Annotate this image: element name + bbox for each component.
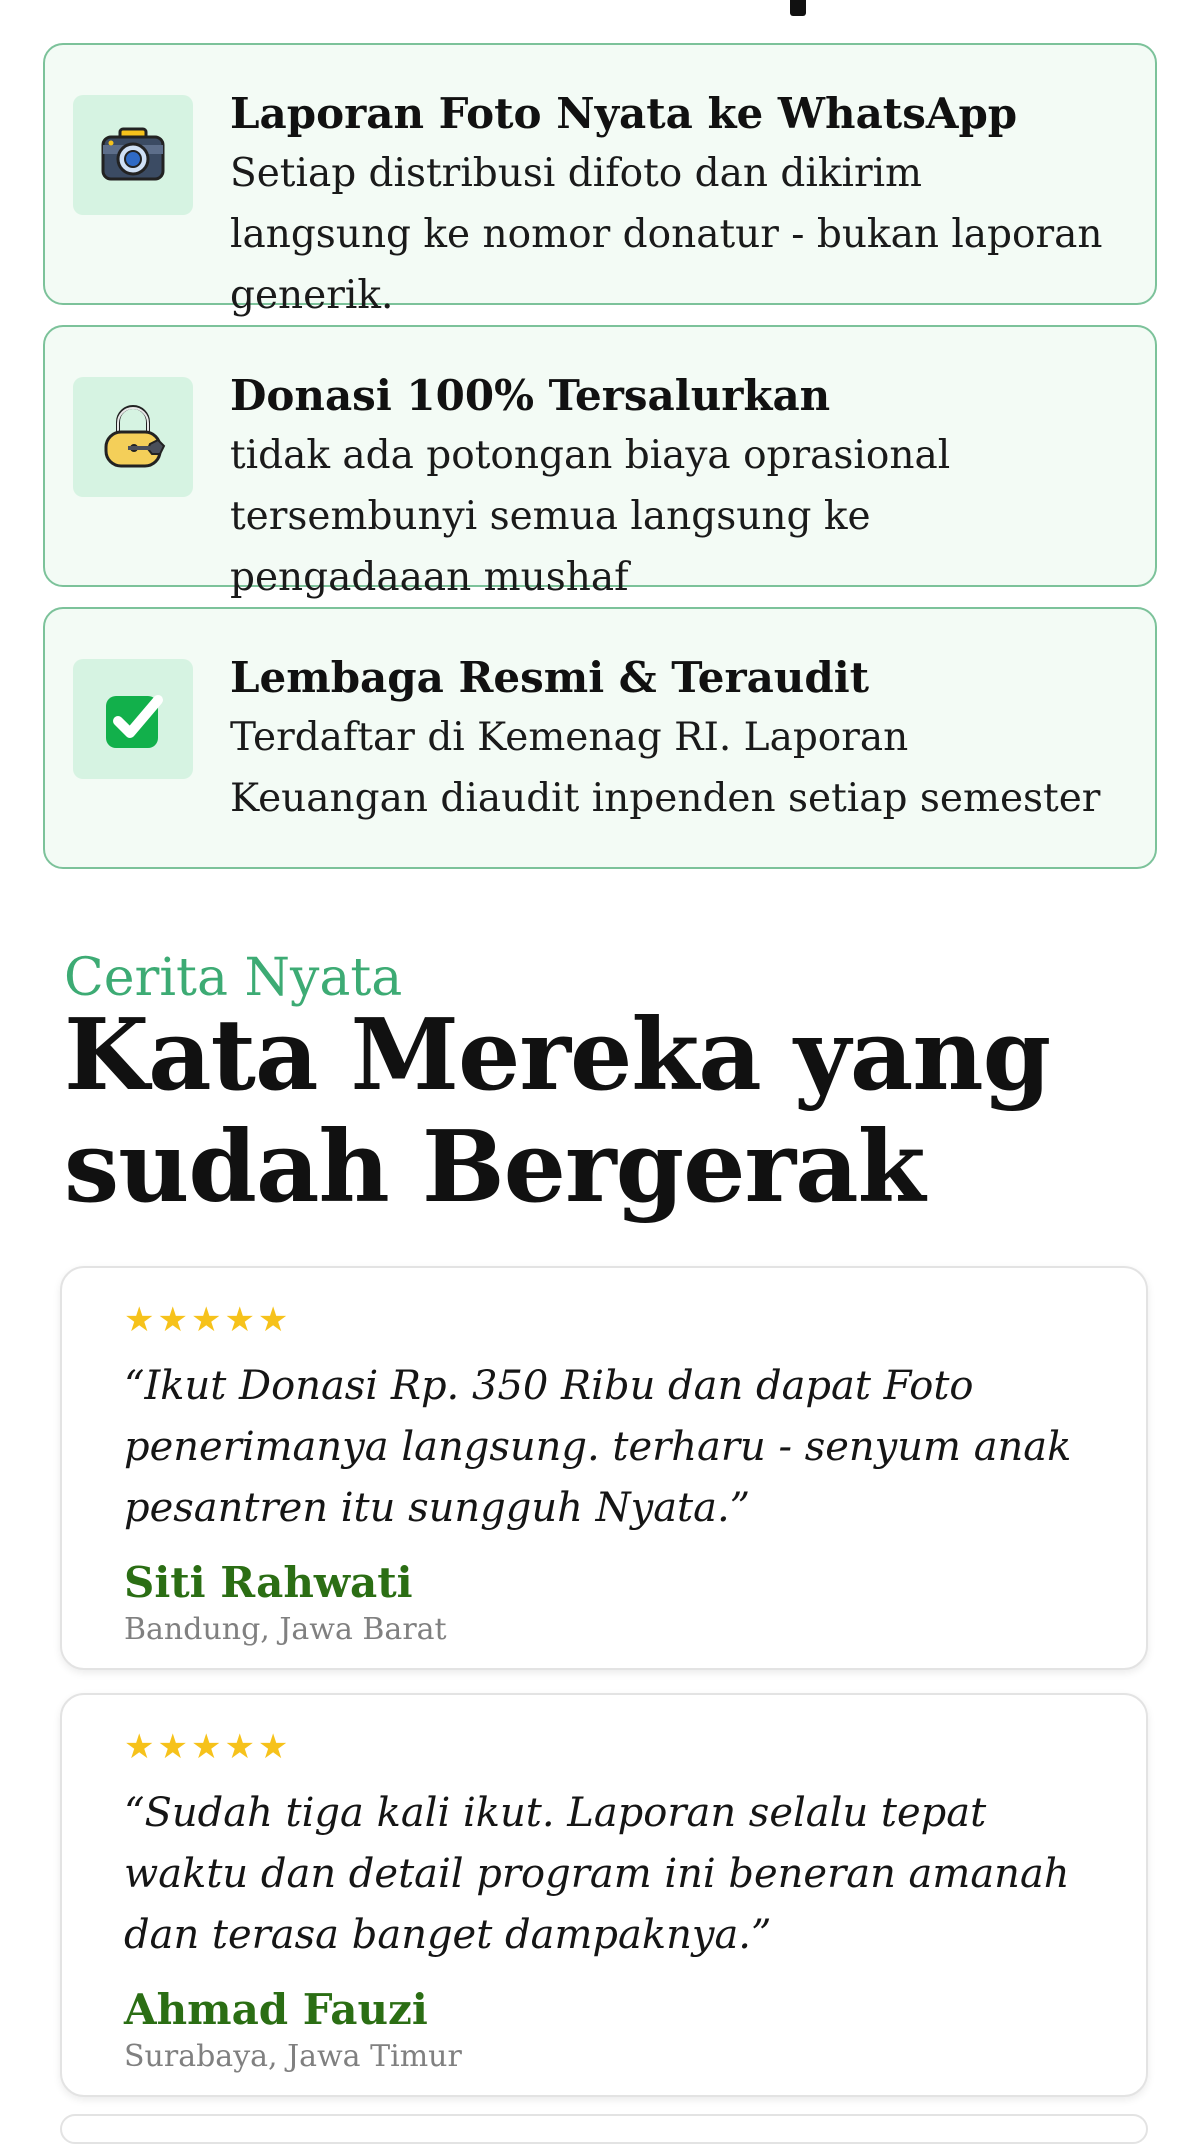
star-rating: ★★★★★: [124, 1300, 292, 1340]
reviewer-name: Ahmad Fauzi: [124, 1985, 428, 2034]
feature-card-photo-report: [43, 43, 1157, 318]
feature-title: Laporan Foto Nyata ke WhatsApp: [230, 89, 1018, 138]
reviewer-location: Surabaya, Jawa Timur: [124, 2039, 462, 2074]
lock-icon: [73, 377, 193, 497]
testimonial-quote: “Ikut Donasi Rp. 350 Ribu dan dapat Foto penerimanya langsung. terharu - senyum anak pesantren itu sungguh Nyata.”: [124, 1363, 1072, 1531]
heading-fragment: [790, 0, 806, 16]
section-heading: Kata Mereka yang sudah Bergerak: [64, 998, 1051, 1225]
testimonial-card: [60, 1266, 1148, 1670]
testimonial-quote: “Sudah tiga kali ikut. Laporan selalu tepat waktu dan detail program ini beneran amanah dan terasa banget dampaknya.”: [124, 1790, 1070, 1958]
feature-description: Terdaftar di Kemenag RI. Laporan Keuangan diaudit inpenden setiap semester: [230, 715, 1101, 821]
section-eyebrow: Cerita Nyata: [64, 948, 403, 1008]
reviewer-name: Siti Rahwati: [124, 1558, 413, 1607]
check-icon: [73, 659, 193, 779]
testimonial-card: [60, 1693, 1148, 2097]
feature-card-official-audited: [43, 607, 1157, 869]
reviewer-location: Bandung, Jawa Barat: [124, 1612, 447, 1647]
camera-icon: [73, 95, 193, 215]
feature-description: tidak ada potongan biaya oprasional tersembunyi semua langsung ke pengadaaan mushaf: [230, 433, 951, 600]
feature-title: Donasi 100% Tersalurkan: [230, 371, 831, 420]
feature-description: Setiap distribusi difoto dan dikirim langsung ke nomor donatur - bukan laporan generik.: [230, 151, 1103, 318]
testimonial-card-partial: [60, 2114, 1148, 2144]
star-rating: ★★★★★: [124, 1727, 292, 1767]
feature-title: Lembaga Resmi & Teraudit: [230, 653, 870, 702]
feature-card-full-donation: [43, 325, 1157, 600]
